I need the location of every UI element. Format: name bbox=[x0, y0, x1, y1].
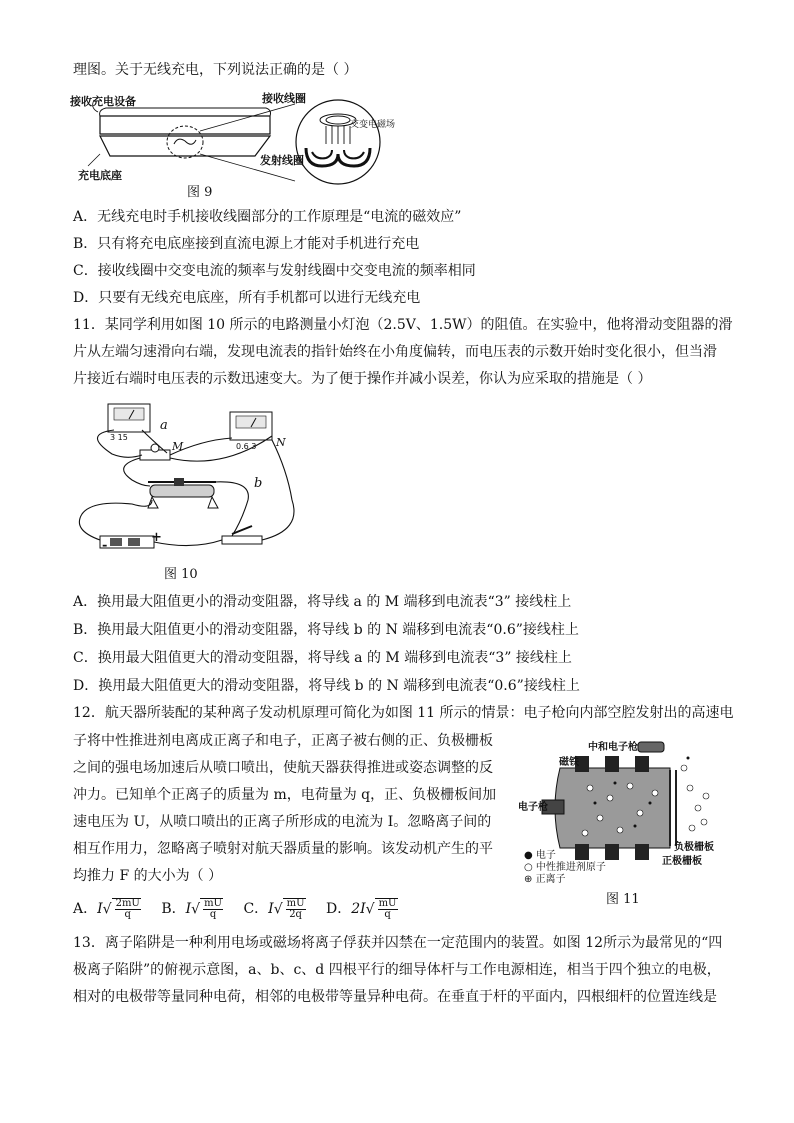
q11-option-b: B．换用最大阻值更小的滑动变阻器，将导线 b 的 N 端移到电流表“0.6”接线柱上 bbox=[73, 622, 579, 638]
label-N: N bbox=[276, 436, 286, 449]
label-plus: + bbox=[151, 530, 162, 545]
q11-stem-line-3: 片接近右端时电压表的示数迅速变大。为了便于操作并减小误差，你认为应采取的措施是（ ） bbox=[73, 371, 652, 387]
q13-stem-line-1: 13．离子陷阱是一种利用电场或磁场将离子俘获并囚禁在一定范围内的装置。如图 12所示为最常见的“四 bbox=[73, 935, 723, 951]
q12-stem-line-5: 相互作用力，忽略离子喷射对航天器质量的影响。该发动机产生的平 bbox=[73, 841, 493, 857]
label-egun: 电子枪 bbox=[518, 802, 548, 813]
label-wire-b: b bbox=[254, 476, 263, 491]
q10-option-b: B．只有将充电底座接到直流电源上才能对手机进行充电 bbox=[73, 236, 420, 252]
q12-stem-line-1: 子将中性推进剂电离成正离子和电子，正离子被右侧的正、负极栅板 bbox=[73, 733, 493, 749]
q12-options bbox=[73, 898, 414, 920]
label-M: M bbox=[172, 440, 184, 453]
q11-option-a: A．换用最大阻值更小的滑动变阻器，将导线 a 的 M 端移到电流表“3” 接线柱上 bbox=[73, 594, 572, 610]
legend-neutral: ○ 中性推进剂原子 bbox=[524, 862, 606, 873]
q11-stem-line-1: 11．某同学利用如图 10 所示的电路测量小灯泡（2.5V、1.5W）的阻值。在实验中，他将滑动变阻器的滑 bbox=[73, 317, 733, 333]
q12-stem-line-2: 之间的强电场加速后从喷口喷出，使航天器获得推进或姿态调整的反 bbox=[73, 760, 493, 776]
q12-option-b: B．I√ $\frac{mU}{q}$ bbox=[161, 898, 222, 920]
q13-stem-line-2: 极离子陷阱”的俯视示意图，a、b、c、d 四根平行的细导体杆与工作电源相连，相当于四个独立的电极， bbox=[73, 962, 721, 978]
legend-electron: ● 电子 bbox=[524, 850, 556, 861]
q10-stem: 理图。关于无线充电，下列说法正确的是（ ） bbox=[73, 62, 358, 78]
q11-stem-line-2: 片从左端匀速滑向右端，发现电流表的指针始终在小角度偏转，而电压表的示数开始时变化很小，但当滑 bbox=[73, 344, 717, 360]
figure-9-caption: 图 9 bbox=[187, 185, 213, 200]
label-transmit-coil: 发射线圈 bbox=[260, 154, 304, 167]
figure-10-circuit bbox=[72, 400, 302, 560]
q12-option-c: C．I√ $\frac{mU}{2q}$ bbox=[243, 898, 305, 920]
q11-option-d: D．换用最大阻值更大的滑动变阻器，将导线 b 的 N 端移到电流表“0.6”接线柱上 bbox=[73, 678, 580, 694]
label-receive-coil: 接收线圈 bbox=[262, 92, 306, 105]
label-receiver-device: 接收充电设备 bbox=[70, 95, 136, 108]
q10-option-c: C．接收线圈中交变电流的频率与发射线圈中交变电流的频率相同 bbox=[73, 263, 476, 279]
q12-option-d: D．2I√ $\frac{mU}{q}$ bbox=[325, 898, 397, 920]
q12-stem-line-4: 速电压为 U，从喷口喷出的正离子所形成的电流为 I。忽略离子间的 bbox=[73, 814, 492, 830]
label-base: 充电底座 bbox=[78, 169, 122, 182]
meter-left-scale: 3 15 bbox=[110, 433, 128, 442]
q12-stem-line-6: 均推力 F 的大小为（ ） bbox=[73, 868, 223, 884]
label-wire-a: a bbox=[160, 418, 168, 433]
q11-option-c: C．换用最大阻值更大的滑动变阻器，将导线 a 的 M 端移到电流表“3” 接线柱上 bbox=[73, 650, 572, 666]
figure-11-caption: 图 11 bbox=[606, 892, 640, 907]
label-minus: - bbox=[102, 538, 108, 553]
label-neutralizer: 中和电子枪 bbox=[588, 742, 638, 753]
label-magnet: 磁铁 bbox=[559, 757, 579, 768]
q12-stem-first: 12．航天器所装配的某种离子发动机原理可简化为如图 11 所示的情景：电子枪向内部空腔发射出的高速电 bbox=[73, 705, 734, 721]
label-pos-grid: 正极栅板 bbox=[662, 856, 702, 867]
figure-10-caption: 图 10 bbox=[164, 567, 198, 582]
q10-option-a: A．无线充电时手机接收线圈部分的工作原理是“电流的磁效应” bbox=[73, 209, 462, 225]
meter-right-scale: 0.6 3 bbox=[236, 442, 257, 451]
q10-option-d: D．只要有无线充电底座，所有手机都可以进行无线充电 bbox=[73, 290, 421, 306]
q12-stem-line-3: 冲力。已知单个正离子的质量为 m，电荷量为 q，正、负极栅板间加 bbox=[73, 787, 497, 803]
label-ac-field: 交变电磁场 bbox=[350, 120, 396, 130]
label-neg-grid: 负极栅板 bbox=[674, 842, 714, 853]
q12-option-a: A．I√ $\frac{2mU}{q}$ bbox=[73, 898, 140, 920]
legend-ion: ⊕ 正离子 bbox=[524, 874, 566, 885]
q13-stem-line-3: 相对的电极带等量同种电荷，相邻的电极带等量异种电荷。在垂直于杆的平面内，四根细杆的位置连线是 bbox=[73, 989, 717, 1005]
